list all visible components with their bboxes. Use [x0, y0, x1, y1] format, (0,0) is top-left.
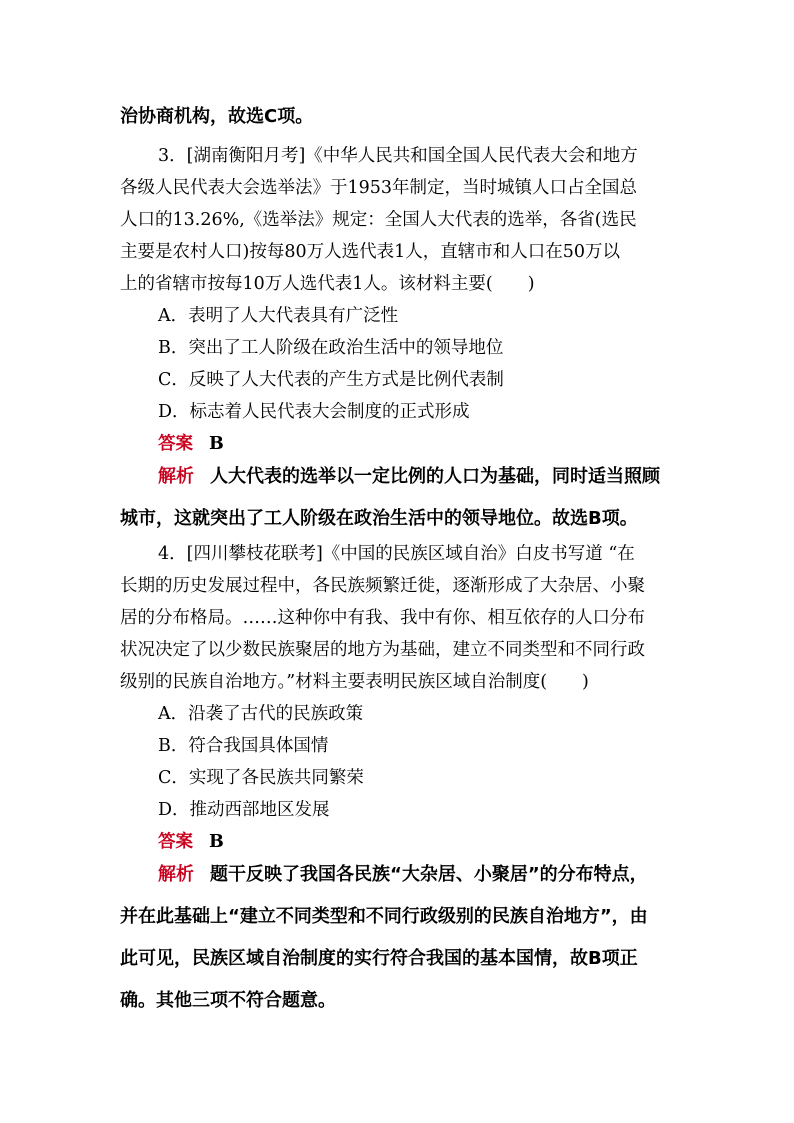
q3-answer: [158, 430, 224, 455]
q4-explanation-line-2: 并在此基础上“建立不同类型和不同行政级别的民族自治地方”，由: [120, 906, 648, 927]
q4-explanation-line-4: 确。其他三项不符合题意。: [120, 990, 336, 1011]
q4-stem-line-2: 长期的历史发展过程中，各民族频繁迁徙，逐渐形成了大杂居、小聚: [120, 576, 645, 596]
explanation-label: 解析: [158, 864, 194, 885]
q4-explanation-line-3: 此可见，民族区域自治制度的实行符合我国的基本国情，故B项正: [120, 948, 638, 969]
q3-option-d: D．标志着人民代表大会制度的正式形成: [158, 402, 470, 422]
q4-option-b: B．符合我国具体国情: [158, 736, 329, 756]
intro-text: 治协商机构，故选C项。: [120, 106, 314, 127]
q4-stem-line-4: 状况决定了以少数民族聚居的地方为基础，建立不同类型和不同行政: [120, 640, 645, 660]
q3-explanation-line-1: [158, 462, 660, 488]
answer-label: 答案: [158, 832, 193, 852]
answer-label: 答案: [158, 434, 193, 454]
explanation-text: 题干反映了我国各民族“大杂居、小聚居”的分布特点，: [210, 864, 648, 885]
q3-stem-line-2: 各级人民代表大会选举法》于1953年制定，当时城镇人口占全国总: [120, 178, 638, 198]
q4-option-a: A．沿袭了古代的民族政策: [158, 704, 364, 724]
q4-option-c: C．实现了各民族共同繁荣: [158, 768, 364, 788]
q3-stem-line-5: 上的省辖市按每10万人选代表1人。该材料主要( ): [120, 274, 535, 294]
q3-option-a: A．表明了人大代表具有广泛性: [158, 306, 399, 326]
answer-value: B: [209, 434, 224, 454]
q3-option-b: B．突出了工人阶级在政治生活中的领导地位: [158, 338, 504, 358]
q4-stem-line-5: 级别的民族自治地方。”材料主要表明民族区域自治制度( ): [120, 672, 589, 692]
explanation-label: 解析: [158, 466, 194, 487]
q3-explanation-line-2: 城市，这就突出了工人阶级在政治生活中的领导地位。故选B项。: [120, 508, 638, 529]
q4-stem-line-3: 居的分布格局。……这种你中有我、我中有你、相互依存的人口分布: [120, 608, 645, 628]
q4-stem-line-1: 4．[四川攀枝花联考]《中国的民族区域自治》白皮书写道 “在: [158, 544, 635, 564]
q4-answer: [158, 828, 224, 853]
q3-stem-line-1: 3．[湖南衡阳月考]《中华人民共和国全国人民代表大会和地方: [158, 146, 638, 166]
q4-option-d: D．推动西部地区发展: [158, 800, 330, 820]
q3-stem-line-4: 主要是农村人口)按每80万人选代表1人，直辖市和人口在50万以: [120, 242, 620, 262]
q4-explanation-line-1: [158, 860, 648, 886]
answer-value: B: [209, 832, 224, 852]
q3-stem-line-3: 人口的13.26%,《选举法》规定：全国人大代表的选举，各省(选民: [120, 210, 637, 230]
q3-option-c: C．反映了人大代表的产生方式是比例代表制: [158, 370, 504, 390]
explanation-text: 人大代表的选举以一定比例的人口为基础，同时适当照顾: [210, 466, 660, 487]
